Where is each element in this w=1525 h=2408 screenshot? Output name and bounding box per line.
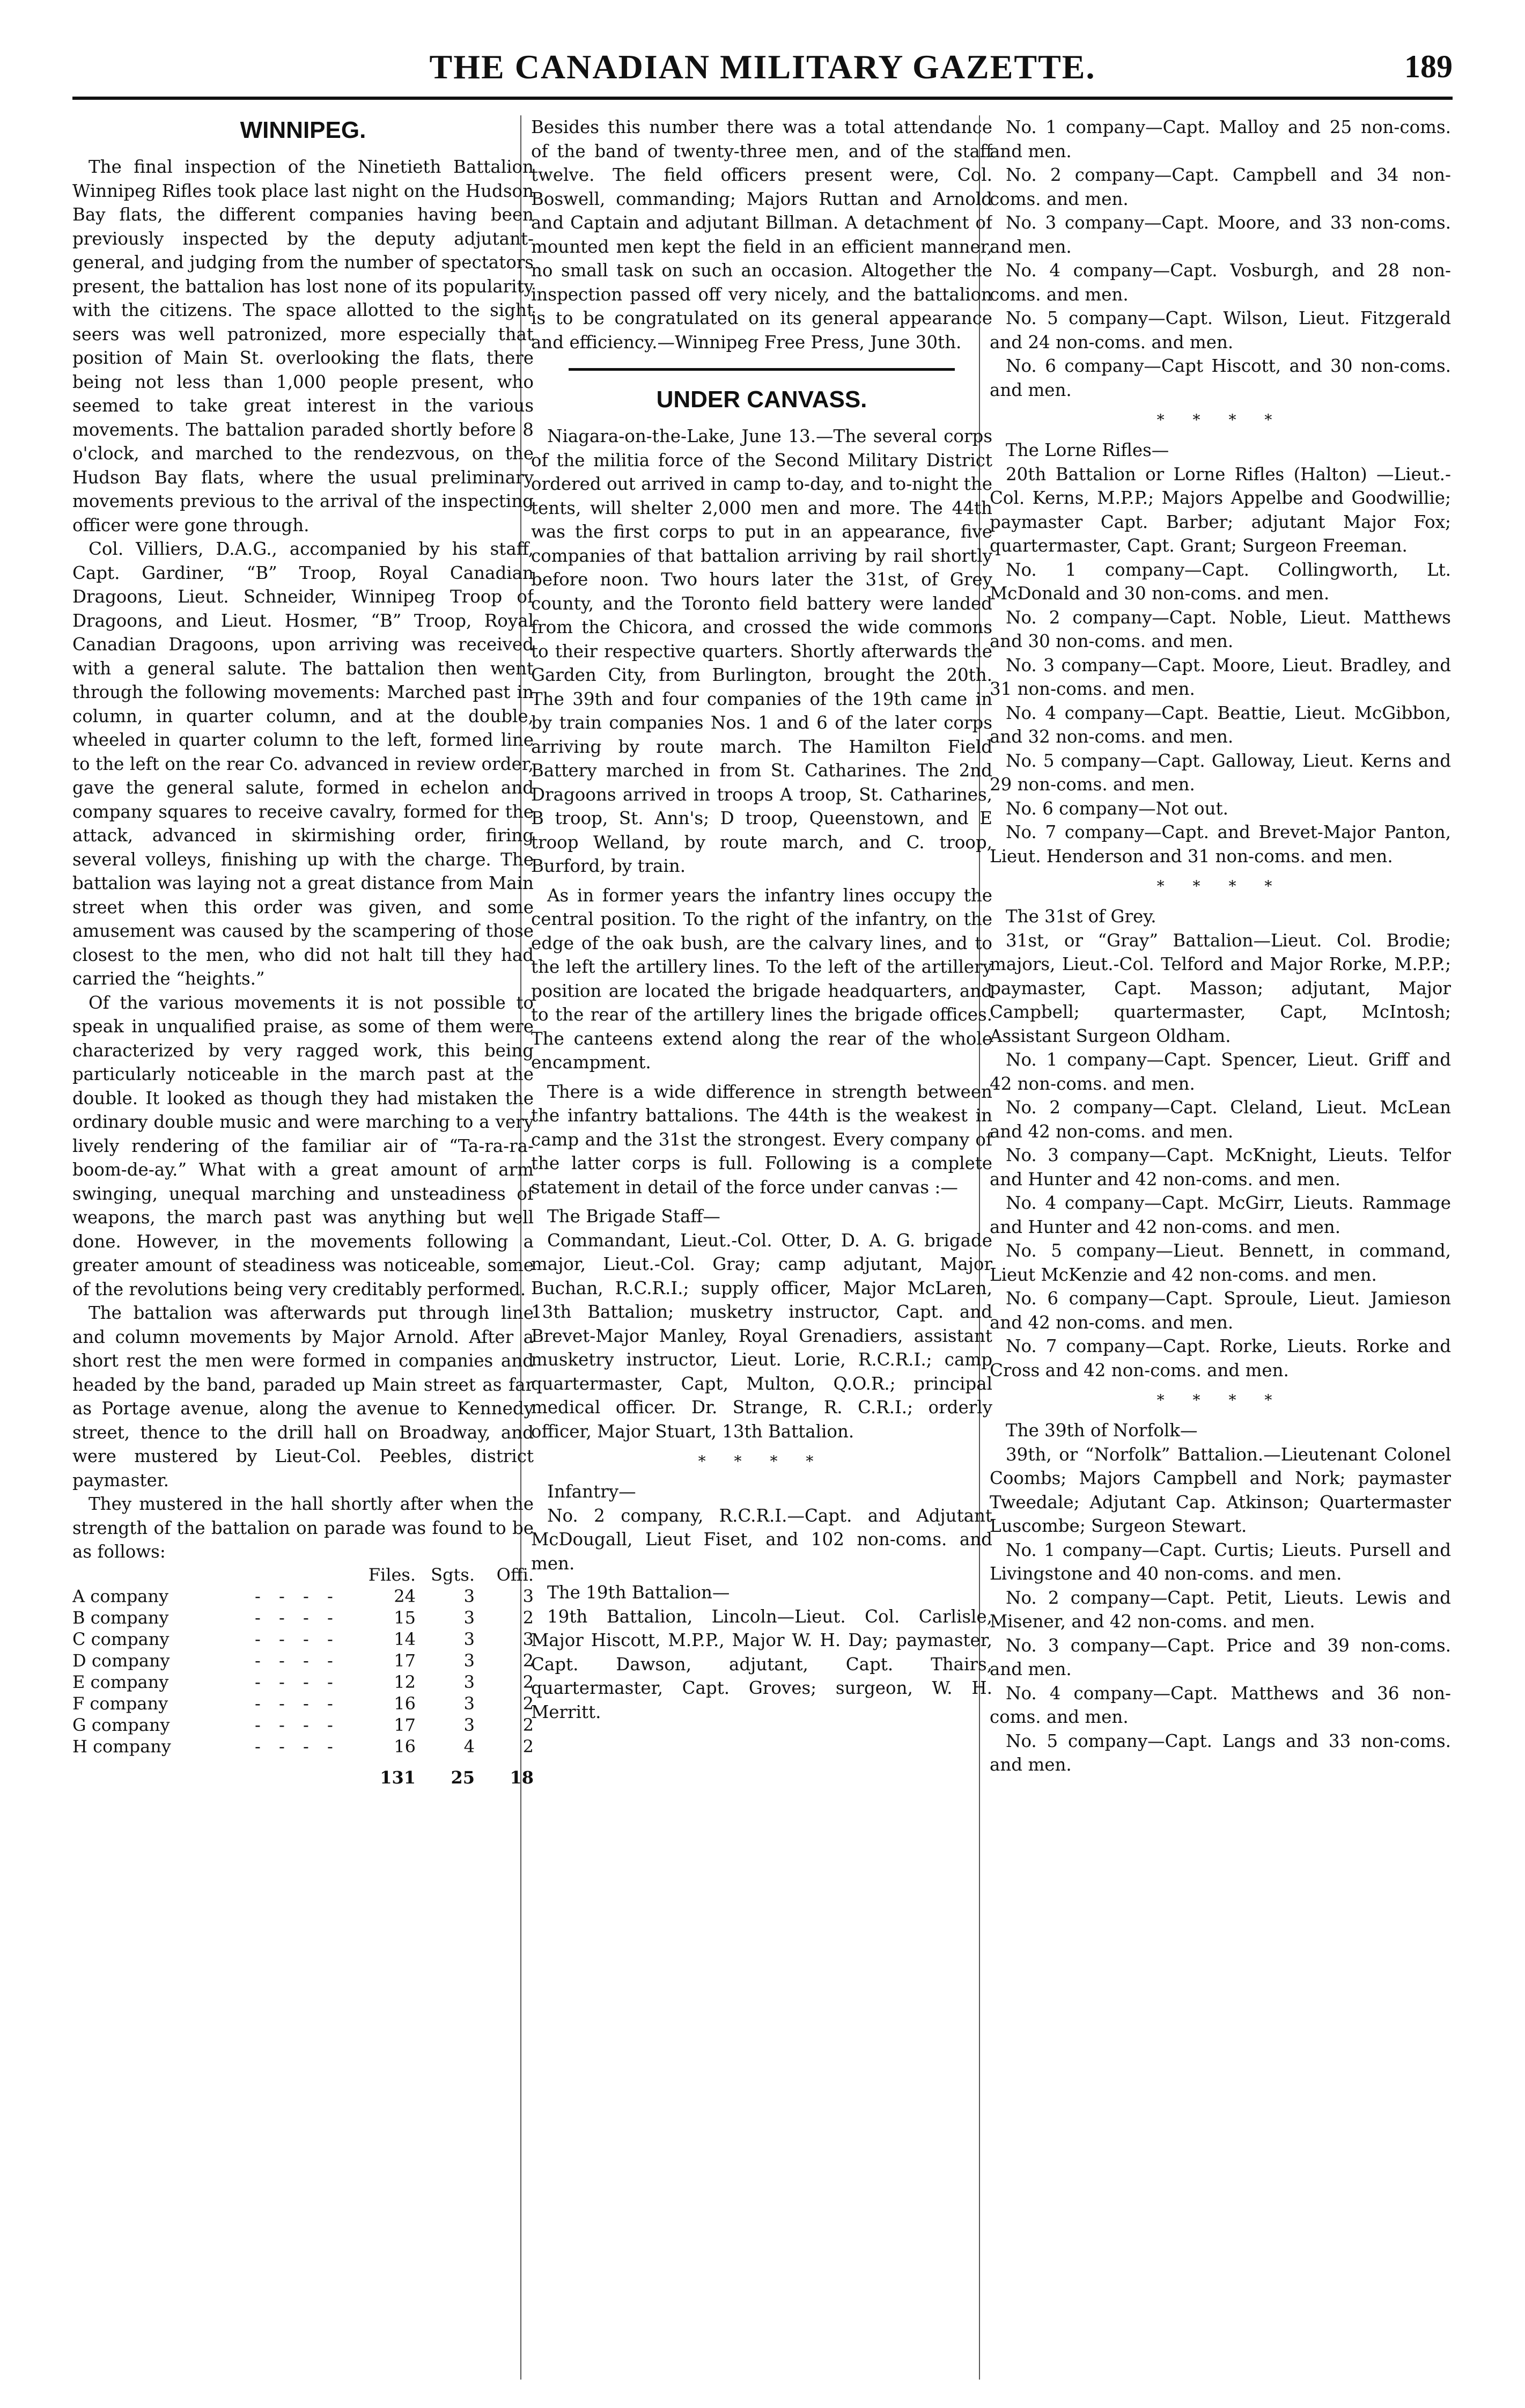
brigade-staff-label: The Brigade Staff— <box>547 1206 720 1227</box>
row-files: 16 <box>394 1736 416 1757</box>
strength-table <box>72 1564 534 1788</box>
list-item: No. 4 company—Capt. Beattie, Lieut. McGibbon, and 32 non-coms. and men. <box>990 702 1451 747</box>
grey-31st-details: 31st, or “Gray” Battalion—Lieut. Col. Brodie; majors, Lieut.-Col. Telford and Major Rorke, M.P.P.; paymaster, Capt. Masson; adjutant, Major Campbell; quartermaster, Capt, McIntosh; Assistant Surgeon Oldham. <box>990 930 1451 1046</box>
list-item: No. 7 company—Capt. and Brevet-Major Panton, Lieut. Henderson and 31 non-coms. and men. <box>990 822 1451 867</box>
list-item: No. 1 company—Capt. Curtis; Lieuts. Pursell and Livingstone and 40 non-coms. and men. <box>990 1539 1451 1584</box>
winnipeg-paragraph-1: The final inspection of the Ninetieth Battalion Winnipeg Rifles took place last night on the Hudson Bay flats, the different companies having been previously inspected by the deputy adjutant-general, and judging from the number of spectators present, the battalion has lost none of its popularity with the citizens. The space allotted to the sight seers was well patronized, more especially that position of Main St. overlooking the flats, there being not less than 1,000 people present, who seemed to take great interest in the various movements. The battalion paraded shortly before 8 o'clock, and marched to the rendezvous, on the Hudson Bay flats, where the usual preliminary movements previous to the arrival of the inspecting officer were gone through. <box>72 157 534 535</box>
column-1 <box>72 115 534 2385</box>
heading-winnipeg: WINNIPEG. <box>240 117 366 143</box>
canvass-paragraph-3: There is a wide difference in strength between the infantry battalions. The 44th is the weakest in camp and the 31st the strongest. Every company of the latter corps is full. Following is a complete statement in detail of the force under canvas :— <box>531 1081 992 1198</box>
row-label: A company <box>72 1585 169 1606</box>
header-label <box>72 1564 255 1585</box>
list-item: No. 5 company—Capt. Wilson, Lieut. Fitzgerald and 24 non-coms. and men. <box>990 308 1451 353</box>
battalion-19-label: The 19th Battalion— <box>547 1582 730 1603</box>
header-files: Files. <box>368 1564 416 1585</box>
winnipeg-paragraph-2: Col. Villiers, D.A.G., accompanied by his staff, Capt. Gardiner, “B” Troop, Royal Canadian Dragoons, Lieut. Schneider, Winnipeg Troop of Dragoons, and Lieut. Hosmer, “B” Troop, Royal Canadian Dragoons, upon arriving was received with a general salute. The battalion then went through the following movements: Marched past in column, in quarter column, and at the double, wheeled in quarter column to the left, formed line to the left on the rear Co. advanced in review order, gave the general salute, formed in echelon and company squares to receive cavalry, formed for the attack, advanced in skirmishing order, firing several volleys, finishing up with the charge. The battalion was laying not a great distance from Main street when this order was given, and some amusement was caused by the scampering of those closest to the men, who did not halt till they had carried the “heights.” <box>72 539 534 989</box>
stars-separator: * * * * <box>1156 411 1284 429</box>
table-row <box>72 1693 534 1714</box>
row-files: 15 <box>394 1607 416 1628</box>
row-dashes: - - - - <box>255 1585 340 1606</box>
list-item: No. 6 company—Capt. Sproule, Lieut. Jamieson and 42 non-coms. and men. <box>990 1288 1451 1333</box>
row-offi: 2 <box>522 1650 534 1671</box>
table-row <box>72 1671 534 1693</box>
row-files: 12 <box>394 1671 416 1692</box>
row-dashes: - - - - <box>255 1714 340 1735</box>
norfolk-39th-label: The 39th of Norfolk— <box>1006 1420 1198 1441</box>
list-item: No. 4 company—Capt. McGirr, Lieuts. Rammage and Hunter and 42 non-coms. and men. <box>990 1193 1451 1237</box>
list-item: No. 2 company—Capt. Campbell and 34 non-coms. and men. <box>990 165 1451 209</box>
row-files: 16 <box>394 1693 416 1714</box>
grey-31st-label: The 31st of Grey. <box>1006 906 1156 927</box>
row-sgts: 3 <box>463 1607 475 1628</box>
list-item: No. 3 company—Capt. Moore, and 33 non-coms. and men. <box>990 212 1451 257</box>
table-totals-row <box>72 1757 534 1788</box>
header-offi: Offi. <box>496 1564 534 1585</box>
row-sgts: 3 <box>463 1585 475 1606</box>
row-files: 24 <box>394 1585 416 1606</box>
lorne-rifles-label: The Lorne Rifles— <box>1006 440 1169 460</box>
heading-under-canvass: UNDER CANVASS. <box>656 386 867 413</box>
battalion-19-details: 19th Battalion, Lincoln—Lieut. Col. Carlisle, Major Hiscott, M.P.P., Major W. H. Day; paymaster, Capt. Dawson, adjutant, Capt. Thairs, quartermaster, Capt. Groves; surgeon, W. H. Merritt. <box>531 1606 992 1722</box>
row-label: C company <box>72 1628 170 1649</box>
row-sgts: 3 <box>463 1671 475 1692</box>
row-dashes: - - - - <box>255 1650 340 1671</box>
infantry-label: Infantry— <box>547 1481 636 1502</box>
list-item: No. 4 company—Capt. Vosburgh, and 28 non-coms. and men. <box>990 260 1451 305</box>
row-label: F company <box>72 1693 168 1714</box>
row-offi: 2 <box>522 1714 534 1735</box>
table-row <box>72 1736 534 1757</box>
row-label: G company <box>72 1714 170 1735</box>
canvass-paragraph-2: As in former years the infantry lines occupy the central position. To the right of the infantry, on the edge of the oak bush, are the calvary lines, and to the left the artillery lines. To the left of the artillery position are located the brigade headquarters, and to the rear of the artillery lines the brigade offices. The canteens extend along the rear of the whole encampment. <box>531 885 992 1073</box>
row-files: 17 <box>394 1714 416 1735</box>
row-offi: 2 <box>522 1693 534 1714</box>
row-label: D company <box>72 1650 170 1671</box>
list-item: No. 3 company—Capt. Moore, Lieut. Bradley, and 31 non-coms. and men. <box>990 655 1451 699</box>
row-offi: 3 <box>522 1628 534 1649</box>
header-sgts: Sgts. <box>431 1564 475 1585</box>
list-item: No. 2 company—Capt. Noble, Lieut. Matthews and 30 non-coms. and men. <box>990 607 1451 651</box>
row-files: 14 <box>394 1628 416 1649</box>
row-dashes: - - - - <box>255 1628 340 1649</box>
row-sgts: 3 <box>463 1714 475 1735</box>
winnipeg-paragraph-4: The battalion was afterwards put through line and column movements by Major Arnold. After a short rest the men were formed in companies and headed by the band, paraded up Main street as far as Portage avenue, along the avenue to Kennedy street, thence to the drill hall on Broadway, and were mustered by Lieut-Col. Peebles, district paymaster. <box>72 1303 534 1491</box>
section-divider <box>569 368 955 371</box>
row-dashes: - - - - <box>255 1607 340 1628</box>
newspaper-title: THE CANADIAN MILITARY GAZETTE. <box>429 48 1096 86</box>
list-item: No. 2 company—Capt. Cleland, Lieut. McLean and 42 non-coms. and men. <box>990 1097 1451 1142</box>
row-offi: 2 <box>522 1607 534 1628</box>
rcri-company: No. 2 company, R.C.R.I.—Capt. and Adjutant McDougall, Lieut Fiset, and 102 non-coms. and men. <box>531 1505 992 1574</box>
list-item: No. 5 company—Lieut. Bennett, in command, Lieut McKenzie and 42 non-coms. and men. <box>990 1240 1451 1285</box>
total-offi: 18 <box>510 1767 534 1788</box>
canvass-paragraph-1: Niagara-on-the-Lake, June 13.—The several corps of the militia force of the Second Military District ordered out arrived in camp to-day, and to-night the tents, will shelter 2,000 men and more. The 44th was the first corps to put in an appearance, five companies of that battalion arriving by rail shortly before noon. Two hours later the 31st, of Grey county, and the Toronto field battery were landed from the Chicora, and crossed the wide commons to their respective quarters. Shortly afterwards the Garden City, from Burlington, brought the 20th. The 39th and four companies of the 19th came in by train companies Nos. 1 and 6 of the later corps arriving by route march. The Hamilton Field Battery marched in from St. Catharines. The 2nd Dragoons arrived in troops A troop, St. Catharines, B troop, St. Ann's; D troop, Queenstown, and E troop Welland, by route march, and C. troop, Burford, by train. <box>531 426 992 876</box>
row-dashes: - - - - <box>255 1671 340 1692</box>
row-label: E company <box>72 1671 169 1692</box>
lorne-rifles-details: 20th Battalion or Lorne Rifles (Halton) —Lieut.-Col. Kerns, M.P.P.; Majors Appelbe and Goodwillie; paymaster Capt. Barber; adjutant Major Fox; quartermaster, Capt. Grant; Surgeon Freeman. <box>990 464 1451 556</box>
brigade-staff-details: Commandant, Lieut.-Col. Otter, D. A. G. brigade major, Lieut.-Col. Gray; camp adjutant, Major Buchan, R.C.R.I.; supply officer, Major McLaren, 13th Battalion; musketry instructor, Capt. and Brevet-Major Manley, Royal Grenadiers, assistant musketry instructor, Lieut. Lorie, R.C.R.I.; camp quartermaster, Capt, Multon, Q.O.R.; principal medical officer. Dr. Strange, R. C.R.I.; orderly officer, Major Stuart, 13th Battalion. <box>531 1230 992 1442</box>
table-row <box>72 1607 534 1628</box>
row-offi: 2 <box>522 1736 534 1757</box>
total-sgts: 25 <box>451 1767 475 1788</box>
page-number: 189 <box>1404 49 1453 84</box>
list-item: No. 6 company—Capt Hiscott, and 30 non-coms. and men. <box>990 356 1451 400</box>
list-item: No. 1 company—Capt. Collingworth, Lt. McDonald and 30 non-coms. and men. <box>990 559 1451 604</box>
list-item: No. 6 company—Not out. <box>1006 798 1228 819</box>
strength-table-header <box>72 1564 534 1585</box>
list-item: No. 3 company—Capt. Price and 39 non-coms. and men. <box>990 1635 1451 1679</box>
row-sgts: 3 <box>463 1693 475 1714</box>
norfolk-39th-details: 39th, or “Norfolk” Battalion.—Lieutenant Colonel Coombs; Majors Campbell and Nork; paymaster Tweedale; Adjutant Cap. Atkinson; Quartermaster Luscombe; Surgeon Stewart. <box>990 1444 1451 1536</box>
table-row <box>72 1585 534 1607</box>
list-item: No. 5 company—Capt. Langs and 33 non-coms. and men. <box>990 1730 1451 1775</box>
winnipeg-paragraph-5: They mustered in the hall shortly after when the strength of the battalion on parade was found to be as follows: <box>72 1494 534 1562</box>
list-item: No. 5 company—Capt. Galloway, Lieut. Kerns and 29 non-coms. and men. <box>990 750 1451 795</box>
row-dashes: - - - - <box>255 1736 340 1757</box>
row-files: 17 <box>394 1650 416 1671</box>
masthead <box>72 38 1453 100</box>
row-offi: 2 <box>522 1671 534 1692</box>
row-sgts: 3 <box>463 1650 475 1671</box>
list-item: No. 3 company—Capt. McKnight, Lieuts. Telfor and Hunter and 42 non-coms. and men. <box>990 1145 1451 1190</box>
total-files: 131 <box>380 1767 416 1788</box>
row-label: H company <box>72 1736 171 1757</box>
stars-separator: * * * * <box>698 1452 826 1470</box>
list-item: No. 2 company—Capt. Petit, Lieuts. Lewis and Misener, and 42 non-coms. and men. <box>990 1587 1451 1632</box>
row-sgts: 3 <box>463 1628 475 1649</box>
list-item: No. 1 company—Capt. Malloy and 25 non-coms. and men. <box>990 117 1451 161</box>
stars-separator: * * * * <box>1156 877 1284 895</box>
winnipeg-paragraph-3: Of the various movements it is not possible to speak in unqualified praise, as some of them were characterized by very ragged work, this being particularly noticeable in the march past at the double. It looked as though they had mistaken the ordinary double music and were marching to a very lively rendering of the familiar air of “Ta-ra-ra-boom-de-ay.” What with a great amount of arm swinging, unequal marching and unsteadiness of weapons, the march past was anything but well done. However, in the movements following a greater amount of steadiness was noticeable, some of the revolutions being very creditably performed. <box>72 992 534 1300</box>
column-2 <box>531 115 992 2385</box>
table-row <box>72 1714 534 1736</box>
table-row <box>72 1628 534 1650</box>
list-item: No. 4 company—Capt. Matthews and 36 non-coms. and men. <box>990 1683 1451 1727</box>
column-3 <box>990 115 1451 2385</box>
table-row <box>72 1650 534 1671</box>
winnipeg-continued-paragraph: Besides this number there was a total attendance of the band of twenty-three men, and of the staff twelve. The field officers present were, Col. Boswell, commanding; Majors Ruttan and Arnold and Captain and adjutant Billman. A detachment of mounted men kept the field in an efficient manner, no small task on such an occasion. Altogether the inspection passed off very nicely, and the battalion is to be congratulated on its general appearance and efficiency.—Winnipeg Free Press, June 30th. <box>531 117 992 353</box>
list-item: No. 1 company—Capt. Spencer, Lieut. Griff and 42 non-coms. and men. <box>990 1049 1451 1094</box>
list-item: No. 7 company—Capt. Rorke, Lieuts. Rorke and Cross and 42 non-coms. and men. <box>990 1336 1451 1381</box>
row-dashes: - - - - <box>255 1693 340 1714</box>
row-sgts: 4 <box>463 1736 475 1757</box>
row-label: B company <box>72 1607 169 1628</box>
stars-separator: * * * * <box>1156 1391 1284 1409</box>
row-offi: 3 <box>522 1585 534 1606</box>
